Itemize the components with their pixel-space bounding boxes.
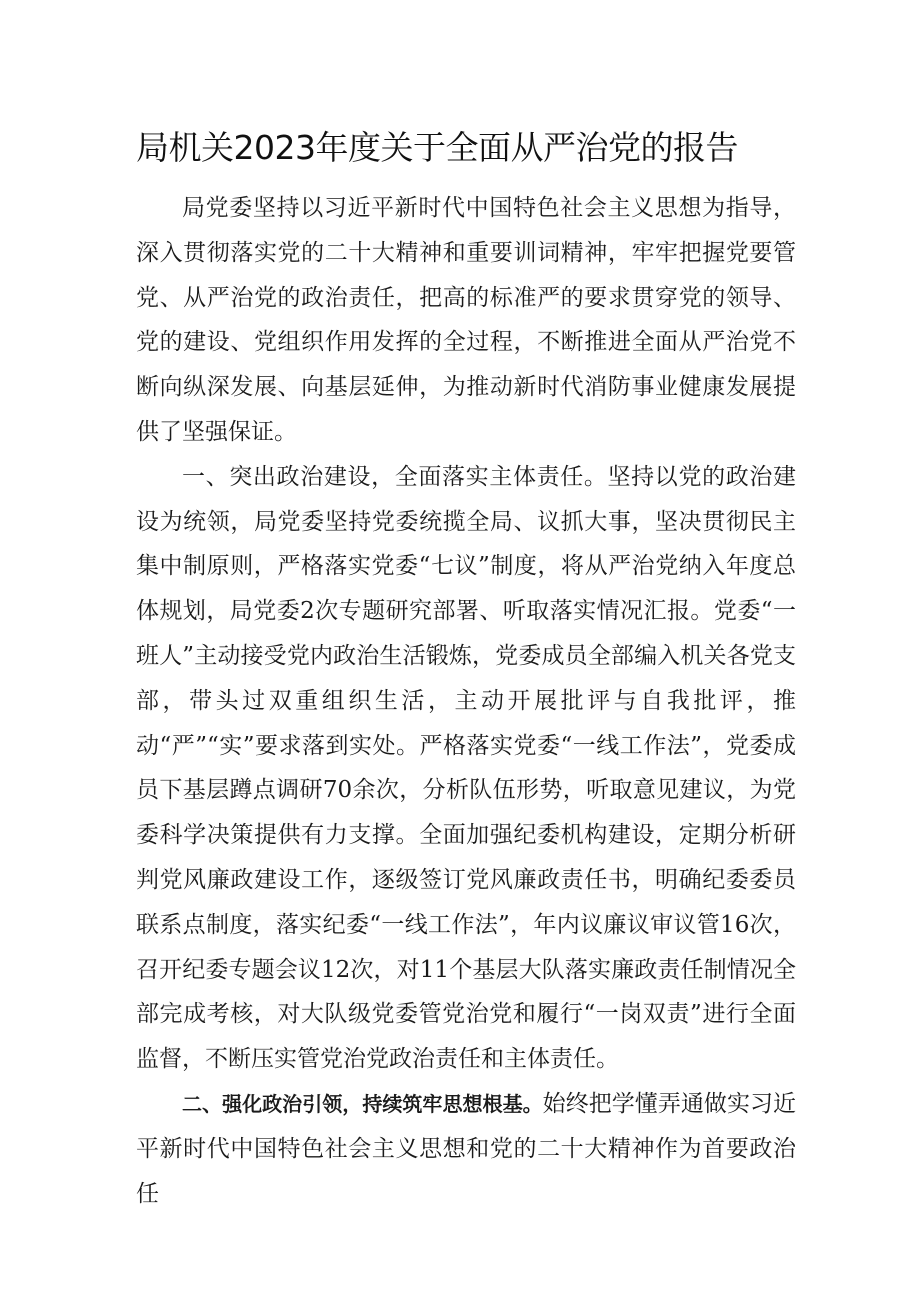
section-heading: 二、强化政治引领，持续筑牢思想根基。	[182, 1091, 543, 1116]
paragraph-intro	[136, 186, 796, 455]
document-title: 局机关2023年度关于全面从严治党的报告	[136, 128, 738, 167]
paragraph-section-1	[136, 455, 796, 1082]
paragraph-text: 局党委坚持以习近平新时代中国特色社会主义思想为指导，深入贯彻落实党的二十大精神和重要训词精神，牢牢把握党要管党、从严治党的政治责任，把高的标准严的要求贯穿党的领导、党的建设、党组织作用发挥的全过程，不断推进全面从严治党不断向纵深发展、向基层延伸，为推动新时代消防事业健康发展提供了坚强保证。	[136, 195, 796, 445]
paragraph-text: 始终把学懂弄通做实习近平新时代中国特色社会主义思想和党的二十大精神作为首要政治任	[136, 1090, 797, 1207]
document-body	[136, 186, 796, 1216]
paragraph-text: 一、突出政治建设，全面落实主体责任。坚持以党的政治建设为统领，局党委坚持党委统揽全局、议抓大事，坚决贯彻民主集中制原则，严格落实党委“七议”制度，将从严治党纳入年度总体规划，局党委2次专题研究部署、听取落实情况汇报。党委“一班人”主动接受党内政治生活锻炼，党委成员全部编入机关各党支部，带头过双重组织生活，主动开展批评与自我批评，推动“严”“实”要求落到实处。严格落实党委“一线工作法”，党委成员下基层蹲点调研70余次，分析队伍形势，听取意见建议，为党委科学决策提供有力支撑。全面加强纪委机构建设，定期分析研判党风廉政建设工作，逐级签订党风廉政责任书，明确纪委委员联系点制度，落实纪委“一线工作法”，年内议廉议审议管16次，召开纪委专题会议12次，对11个基层大队落实廉政责任制情况全部完成考核，对大队级党委管党治党和履行“一岗双责”进行全面监督，不断压实管党治党政治责任和主体责任。	[136, 463, 796, 1073]
paragraph-section-2	[136, 1082, 796, 1216]
